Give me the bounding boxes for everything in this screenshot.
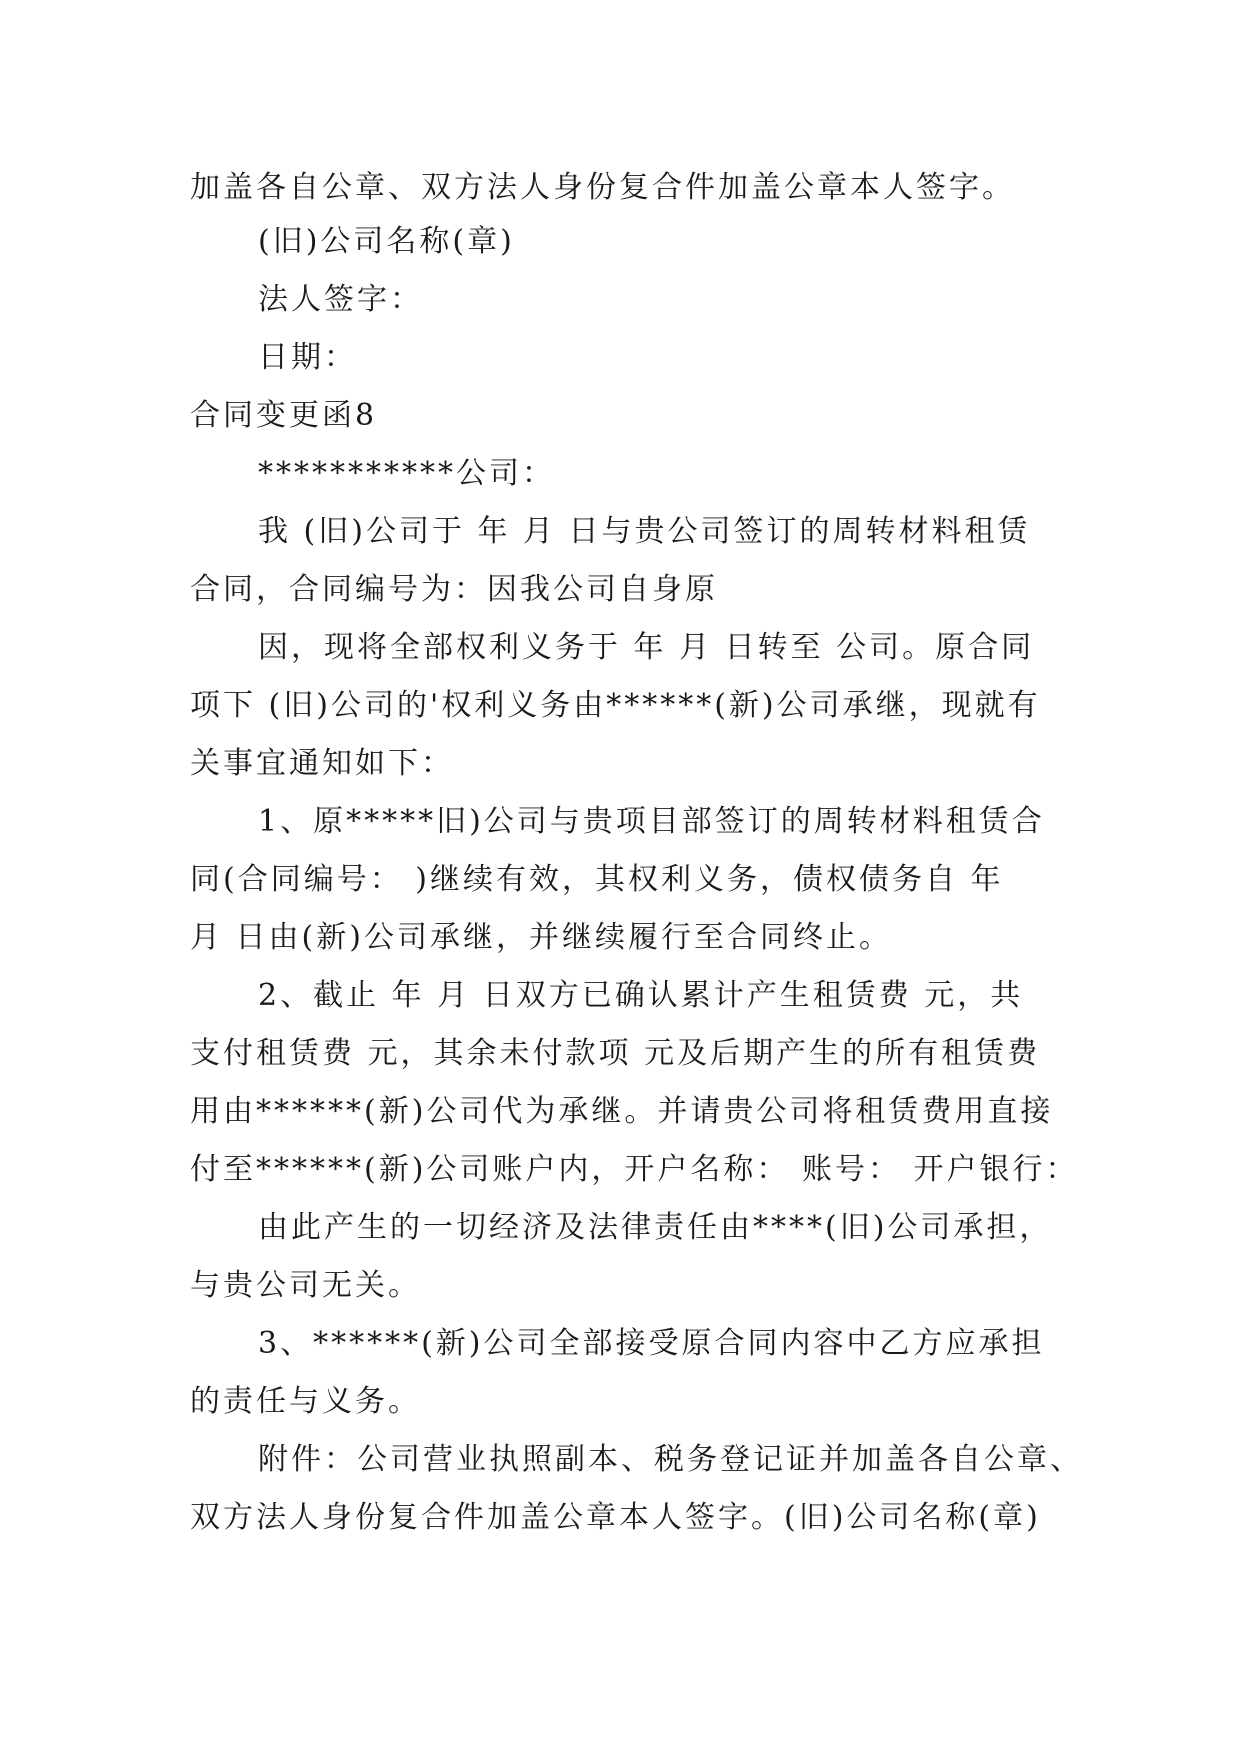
paragraph-line: 用由******(新)公司代为承继。并请贵公司将租赁费用直接: [190, 1094, 1054, 1129]
paragraph-line: 日期：: [258, 340, 357, 375]
paragraph-line: 双方法人身份复合件加盖公章本人签字。(旧)公司名称(章): [190, 1500, 1041, 1535]
paragraph-line: ***********公司：: [258, 456, 555, 491]
paragraph-line: 同(合同编号： )继续有效，其权利义务，债权债务自 年: [190, 862, 1004, 897]
paragraph-line: 附件：公司营业执照副本、税务登记证并加盖各自公章、: [258, 1442, 1083, 1477]
paragraph-line: 合同，合同编号为：因我公司自身原: [190, 572, 718, 607]
paragraph-line: 3、******(新)公司全部接受原合同内容中乙方应承担: [258, 1326, 1045, 1361]
paragraph-line: 加盖各自公章、双方法人身份复合件加盖公章本人签字。: [190, 170, 1015, 205]
paragraph-line: 月 日由(新)公司承继，并继续履行至合同终止。: [190, 920, 892, 955]
paragraph-line: 支付租赁费 元，其余未付款项 元及后期产生的所有租赁费: [190, 1036, 1041, 1071]
paragraph-line: (旧)公司名称(章): [258, 224, 515, 259]
paragraph-line: 我 (旧)公司于 年 月 日与贵公司签订的周转材料租赁: [258, 514, 1031, 549]
paragraph-line: 关事宜通知如下：: [190, 746, 454, 781]
paragraph-line: 的责任与义务。: [190, 1384, 421, 1419]
paragraph-line: 因，现将全部权利义务于 年 月 日转至 公司。原合同: [258, 630, 1035, 665]
paragraph-line: 项下 (旧)公司的'权利义务由******(新)公司承继，现就有: [190, 688, 1041, 723]
paragraph-line: 2、截止 年 月 日双方已确认累计产生租赁费 元，共: [258, 978, 1024, 1013]
paragraph-line: 由此产生的一切经济及法律责任由****(旧)公司承担，: [258, 1210, 1053, 1245]
paragraph-line: 1、原*****旧)公司与贵项目部签订的周转材料租赁合: [258, 804, 1045, 839]
section-heading: 合同变更函8: [190, 398, 378, 433]
paragraph-line: 付至******(新)公司账户内，开户名称： 账号： 开户银行：: [190, 1152, 1079, 1187]
paragraph-line: 与贵公司无关。: [190, 1268, 421, 1303]
paragraph-line: 法人签字：: [258, 282, 423, 317]
